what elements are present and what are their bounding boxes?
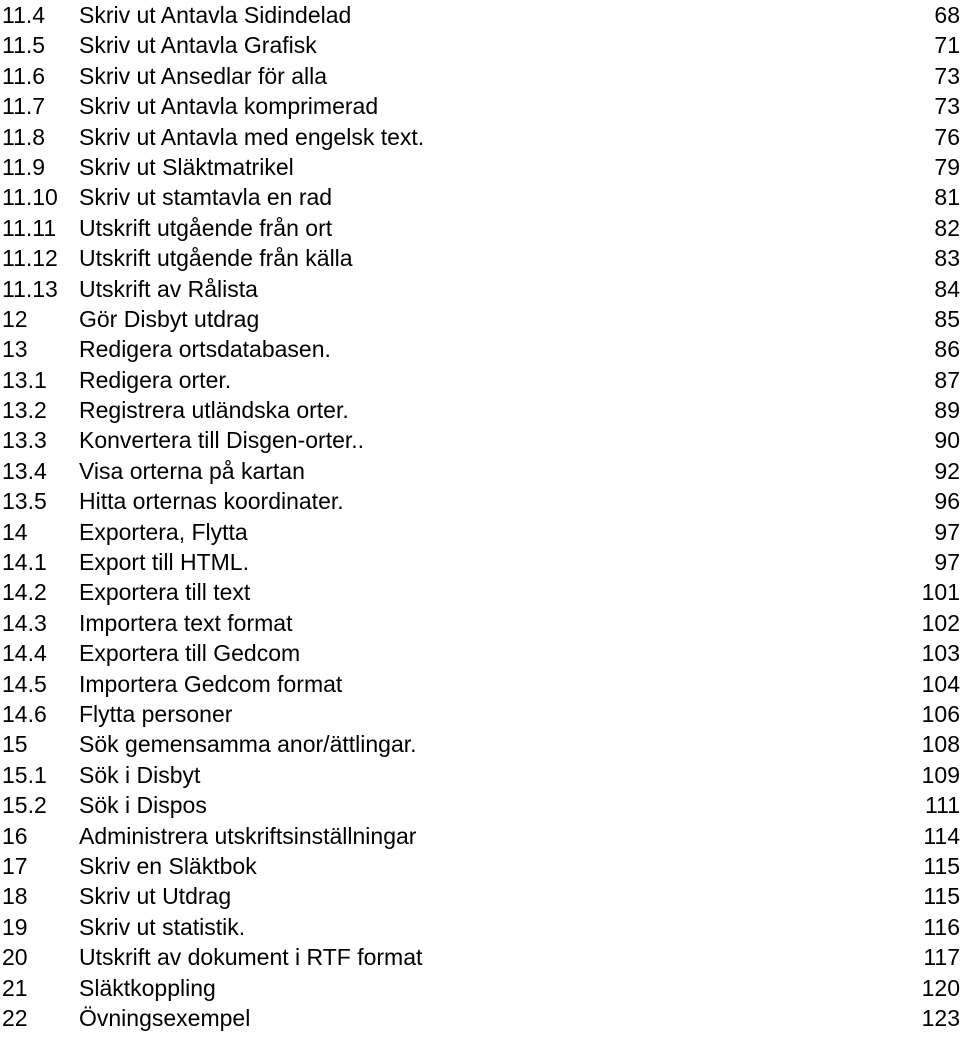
toc-entry-title: Skriv ut statistik. xyxy=(79,913,246,940)
toc-entry-page: 123 xyxy=(921,1004,960,1031)
toc-entry-title: Utskrift utgående från ort xyxy=(79,214,333,241)
toc-entry-page: 73 xyxy=(934,93,960,120)
toc-entry-number: 15.1 xyxy=(2,761,47,788)
toc-entry-number: 14.3 xyxy=(2,609,47,636)
toc-entry-number: 19 xyxy=(2,913,28,940)
toc-entry-page: 81 xyxy=(934,184,960,211)
toc-entry-number: 13.2 xyxy=(2,397,47,424)
toc-entry-title: Släktkoppling xyxy=(79,974,216,1001)
toc-entry-number: 13.5 xyxy=(2,488,47,515)
toc-entry-page: 115 xyxy=(923,852,960,879)
toc-entry-page: 120 xyxy=(921,974,960,1001)
toc-entry-number: 14.6 xyxy=(2,700,47,727)
toc-entry[interactable] xyxy=(0,274,960,304)
toc-entry[interactable] xyxy=(0,0,960,30)
toc-entry-page: 86 xyxy=(934,336,960,363)
toc-entry[interactable] xyxy=(0,547,960,577)
toc-entry-page: 104 xyxy=(921,670,960,697)
toc-entry[interactable] xyxy=(0,760,960,790)
toc-entry-page: 114 xyxy=(923,822,960,849)
toc-entry[interactable] xyxy=(0,790,960,820)
toc-entry[interactable] xyxy=(0,881,960,911)
toc-entry-number: 13.4 xyxy=(2,457,47,484)
toc-entry-number: 14.4 xyxy=(2,640,47,667)
toc-entry[interactable] xyxy=(0,851,960,881)
toc-entry-page: 79 xyxy=(934,153,960,180)
toc-entry-number: 11.13 xyxy=(2,275,58,302)
toc-entry-title: Redigera ortsdatabasen. xyxy=(79,336,331,363)
toc-entry-title: Exportera, Flytta xyxy=(79,518,248,545)
toc-entry-number: 11.7 xyxy=(2,93,46,120)
toc-entry-page: 68 xyxy=(934,2,960,28)
toc-entry[interactable] xyxy=(0,608,960,638)
toc-entry-title: Utskrift av Rålista xyxy=(79,275,258,302)
toc-entry-page: 82 xyxy=(934,214,960,241)
toc-entry-title: Sök gemensamma anor/ättlingar. xyxy=(79,731,417,758)
toc-entry-title: Visa orterna på kartan xyxy=(79,457,305,484)
toc-entry-number: 16 xyxy=(2,822,28,849)
toc-entry-page: 96 xyxy=(934,488,960,515)
toc-entry-title: Exportera till text xyxy=(79,579,251,606)
toc-entry-page: 102 xyxy=(921,609,960,636)
toc-entry-number: 14 xyxy=(2,518,28,545)
toc-entry-number: 11.10 xyxy=(2,184,58,211)
toc-entry-page: 87 xyxy=(934,366,960,393)
toc-entry-title: Sök i Dispos xyxy=(79,792,207,819)
toc-entry-number: 14.1 xyxy=(2,549,47,576)
toc-entry[interactable] xyxy=(0,669,960,699)
toc-entry-page: 85 xyxy=(934,305,960,332)
toc-entry-title: Sök i Disbyt xyxy=(79,761,201,788)
toc-entry-title: Redigera orter. xyxy=(79,366,232,393)
toc-entry[interactable] xyxy=(0,395,960,425)
toc-entry[interactable] xyxy=(0,152,960,182)
toc-entry-page: 90 xyxy=(934,427,960,454)
toc-entry-page: 101 xyxy=(921,579,960,606)
toc-entry-title: Hitta orternas koordinater. xyxy=(79,488,344,515)
toc-entry-title: Skriv ut Utdrag xyxy=(79,883,232,910)
toc-entry-number: 13.3 xyxy=(2,427,47,454)
toc-entry-title: Importera text format xyxy=(79,609,293,636)
toc-entry-page: 109 xyxy=(921,761,960,788)
toc-entry-number: 11.12 xyxy=(2,245,58,272)
toc-entry[interactable] xyxy=(0,942,960,972)
toc-entry-page: 116 xyxy=(923,913,960,940)
toc-entry-title: Export till HTML. xyxy=(79,549,249,576)
toc-entry-page: 89 xyxy=(934,397,960,424)
toc-entry-page: 71 xyxy=(934,32,960,59)
toc-entry-title: Skriv ut Antavla Grafisk xyxy=(79,32,317,59)
toc-entry-number: 11.9 xyxy=(2,153,46,180)
toc-entry[interactable] xyxy=(0,243,960,273)
toc-entry-title: Gör Disbyt utdrag xyxy=(79,305,260,332)
toc-entry-number: 13.1 xyxy=(2,366,47,393)
toc-entry-page: 117 xyxy=(923,944,960,971)
toc-entry-number: 14.2 xyxy=(2,579,47,606)
toc-entry-page: 106 xyxy=(921,700,960,727)
toc-entry-number: 12 xyxy=(2,305,28,332)
toc-entry-number: 17 xyxy=(2,852,28,879)
toc-entry[interactable] xyxy=(0,91,960,121)
toc-entry-page: 83 xyxy=(934,245,960,272)
toc-entry-number: 18 xyxy=(2,883,28,910)
toc-entry-number: 13 xyxy=(2,336,28,363)
toc-entry-title: Skriv ut Antavla komprimerad xyxy=(79,93,379,120)
toc-entry-title: Skriv ut Släktmatrikel xyxy=(79,153,294,180)
toc-entry-title: Skriv ut Ansedlar för alla xyxy=(79,62,328,89)
toc-entry-number: 14.5 xyxy=(2,670,47,697)
toc-entry-number: 20 xyxy=(2,944,28,971)
toc-entry[interactable] xyxy=(0,577,960,607)
toc-entry[interactable] xyxy=(0,122,960,152)
toc-entry-number: 11.5 xyxy=(2,32,46,59)
toc-entry-title: Exportera till Gedcom xyxy=(79,640,301,667)
toc-entry-number: 11.6 xyxy=(2,62,46,89)
toc-entry-page: 103 xyxy=(921,640,960,667)
toc-entry-page: 92 xyxy=(934,457,960,484)
toc-entry[interactable] xyxy=(0,912,960,942)
toc-entry[interactable] xyxy=(0,213,960,243)
toc-entry-page: 73 xyxy=(934,62,960,89)
toc-entry-number: 21 xyxy=(2,974,28,1001)
toc-entry-title: Skriv ut Antavla med engelsk text. xyxy=(79,123,425,150)
toc-entry[interactable] xyxy=(0,365,960,395)
toc-entry-number: 11.8 xyxy=(2,123,46,150)
toc-entry-page: 115 xyxy=(923,883,960,910)
toc-entry-title: Registrera utländska orter. xyxy=(79,397,349,424)
toc-entry[interactable] xyxy=(0,456,960,486)
toc-entry-title: Skriv ut Antavla Sidindelad xyxy=(79,2,352,28)
toc-entry-number: 22 xyxy=(2,1004,28,1031)
toc-entry-page: 97 xyxy=(934,518,960,545)
toc-entry-title: Övningsexempel xyxy=(79,1004,251,1031)
toc-entry[interactable] xyxy=(0,334,960,364)
toc-entry[interactable] xyxy=(0,304,960,334)
toc-entry-page: 111 xyxy=(925,792,960,819)
toc-entry-page: 97 xyxy=(934,549,960,576)
toc-entry-title: Skriv en Släktbok xyxy=(79,852,257,879)
toc-entry-title: Administrera utskriftsinställningar xyxy=(79,822,417,849)
toc-entry[interactable] xyxy=(0,638,960,668)
toc-entry-page: 76 xyxy=(934,123,960,150)
toc-entry[interactable] xyxy=(0,699,960,729)
toc-entry-title: Importera Gedcom format xyxy=(79,670,343,697)
toc-entry[interactable] xyxy=(0,1003,960,1033)
toc-entry-title: Konvertera till Disgen-orter.. xyxy=(79,427,365,454)
toc-entry-number: 15.2 xyxy=(2,792,47,819)
toc-entry-page: 108 xyxy=(921,731,960,758)
toc-entry-title: Flytta personer xyxy=(79,700,233,727)
toc-entry-number: 11.4 xyxy=(2,2,46,28)
toc-entry[interactable] xyxy=(0,821,960,851)
toc-entry-number: 11.11 xyxy=(2,214,57,241)
toc-entry[interactable] xyxy=(0,61,960,91)
toc-entry[interactable] xyxy=(0,30,960,60)
toc-entry-title: Utskrift av dokument i RTF format xyxy=(79,944,423,971)
toc-entry[interactable] xyxy=(0,182,960,212)
toc-entry[interactable] xyxy=(0,517,960,547)
toc-entry-title: Utskrift utgående från källa xyxy=(79,245,353,272)
toc-entry[interactable] xyxy=(0,486,960,516)
toc-entry-number: 15 xyxy=(2,731,28,758)
toc-entry[interactable] xyxy=(0,973,960,1003)
toc-entry[interactable] xyxy=(0,729,960,759)
toc-entry[interactable] xyxy=(0,425,960,455)
toc-entry-page: 84 xyxy=(934,275,960,302)
toc-entry-title: Skriv ut stamtavla en rad xyxy=(79,184,333,211)
